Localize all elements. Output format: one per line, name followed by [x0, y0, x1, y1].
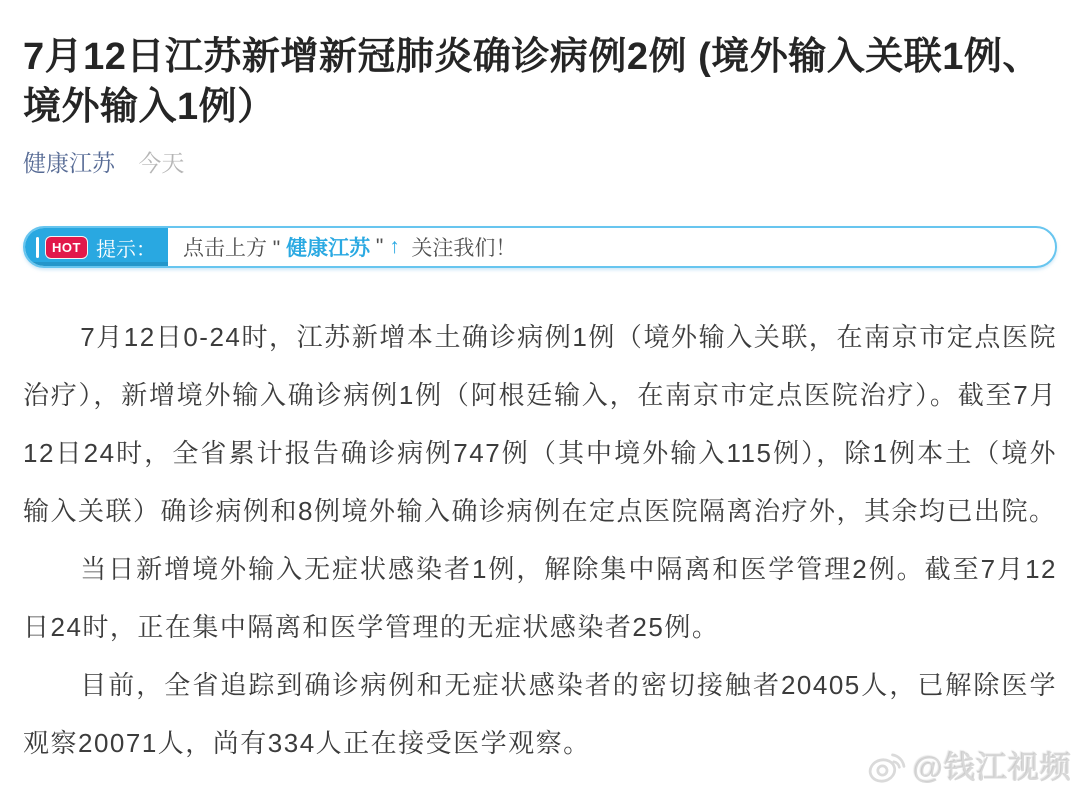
- follow-banner: [23, 226, 1057, 268]
- up-arrow-icon: ↑: [389, 235, 400, 258]
- banner-quote-close: ": [370, 235, 390, 258]
- banner-tip-section: [25, 228, 168, 266]
- paragraph-3: 目前，全省追踪到确诊病例和无症状感染者的密切接触者20405人，已解除医学观察20071人，尚有334人正在接受医学观察。: [23, 670, 1057, 758]
- paragraph-1: 7月12日0-24时，江苏新增本土确诊病例1例（境外输入关联，在南京市定点医院治疗），新增境外输入确诊病例1例（阿根廷输入，在南京市定点医院治疗）。截至7月12日24时，全省累计报告确诊病例747例（其中境外输入115例），除1例本土（境外输入关联）确诊病例和8例境外输入确诊病例在定点医院隔离治疗外，其余均已出院。: [23, 322, 1057, 526]
- banner-account-name: 健康江苏: [286, 237, 371, 260]
- banner-text-prefix: 点击上方 ": [182, 237, 287, 260]
- hot-badge: HOT: [45, 236, 88, 259]
- watermark-text: @钱江视频: [912, 750, 1072, 785]
- article-content: [0, 32, 1080, 772]
- source-account-link[interactable]: 健康江苏: [23, 150, 115, 176]
- banner-tip-label: 提示：: [95, 238, 156, 261]
- publish-date: 今天: [138, 150, 185, 176]
- article-body: [23, 308, 1057, 772]
- banner-divider-bar: [36, 237, 39, 258]
- banner-text-suffix: 关注我们！: [399, 237, 517, 260]
- article-title: 7月12日江苏新增新冠肺炎确诊病例2例 (境外输入关联1例、境外输入1例）: [23, 36, 1041, 128]
- byline: [23, 148, 1057, 178]
- paragraph-2: 当日新增境外输入无症状感染者1例，解除集中隔离和医学管理2例。截至7月12日24时，正在集中隔离和医学管理的无症状感染者25例。: [23, 554, 1057, 642]
- banner-message: [168, 228, 516, 266]
